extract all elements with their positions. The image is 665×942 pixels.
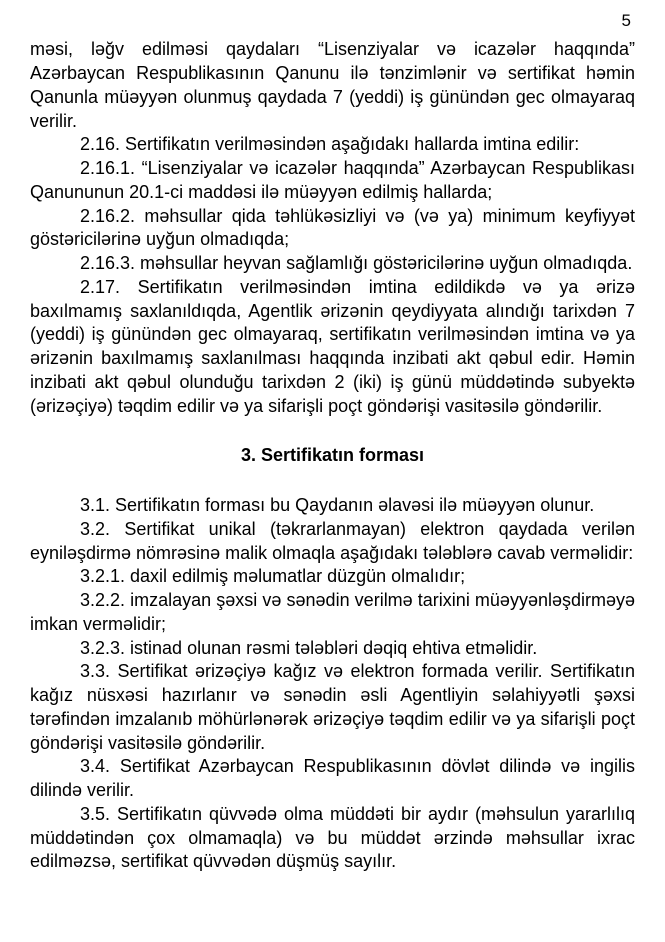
paragraph: 2.17. Sertifikatın verilməsindən imtina edildikdə və ya ərizə baxılmamış saxlanıldıqda, Agentlik ərizənin qeydiyyata alındığı tarixdən 7 (yeddi) iş günündən gec olmayaraq, sertifikatın verilməsindən imtina və ya ərizənin baxılmamış saxlanılması haqqında inzibati akt qəbul edir. Həmin inzibati akt qəbul olunduğu tarixdən 2 (iki) iş günü müddətində subyektə (ərizəçiyə) təqdim edilir və ya sifarişli poçt göndərişi vasitəsilə göndərilir. bbox=[30, 276, 635, 416]
paragraph: 3.1. Sertifikatın forması bu Qaydanın əlavəsi ilə müəyyən olunur. bbox=[80, 495, 595, 516]
paragraph: məsi, ləğv edilməsi qaydaları “Lisenziyalar və icazələr haqqında” Azərbaycan Respublikasının Qanunu ilə tənzimlənir və sertifikat həmin Qanunla müəyyən olunmuş qaydada 7 (yeddi) iş günündən gec olmayaraq verilir. bbox=[30, 39, 635, 131]
paragraph: 3.2.2. imzalayan şəxsi və sənədin verilmə tarixini müəyyənləşdirməyə imkan verməlidir; bbox=[30, 590, 635, 634]
paragraph: 2.16. Sertifikatın verilməsindən aşağıdakı hallarda imtina edilir: bbox=[80, 134, 580, 155]
paragraph: 3.2.3. istinad olunan rəsmi tələbləri dəqiq ehtiva etməlidir. bbox=[80, 637, 538, 658]
paragraph: 2.16.2. məhsullar qida təhlükəsizliyi və (və ya) minimum keyfiyyət göstəricilərinə uyğun olmadıqda; bbox=[30, 205, 635, 250]
section-before-heading bbox=[30, 38, 635, 418]
paragraph: 3.5. Sertifikatın qüvvədə olma müddəti bir aydır (məhsulun yararlılıq müddətindən çox olmamaqla) və bu müddət ərzində məhsullar ixrac edilməzsə, sertifikat qüvvədən düşmüş sayılır. bbox=[30, 803, 635, 872]
page-number: 5 bbox=[621, 11, 631, 30]
paragraph: 3.4. Sertifikat Azərbaycan Respublikasının dövlət dilində və ingilis dilində verilir. bbox=[30, 756, 635, 801]
section-after-heading bbox=[30, 494, 635, 874]
paragraph: 3.2. Sertifikat unikal (təkrarlanmayan) elektron qaydada verilən eyniləşdirmə nömrəsinə malik olmaqla aşağıdakı tələblərə cavab verməlidir: bbox=[30, 518, 635, 563]
paragraph: 3.3. Sertifikat ərizəçiyə kağız və elektron formada verilir. Sertifikatın kağız nüsxəsi hazırlanır və sənədin əsli Agentliyin səlahiyyətli şəxsi tərəfindən imzalanıb möhürlənərək ərizəçiyə təqdim edilir və ya sifarişli poçt göndərişi vasitəsilə göndərilir. bbox=[30, 661, 635, 753]
paragraph: 2.16.1. “Lisenziyalar və icazələr haqqında” Azərbaycan Respublikası Qanununun 20.1-ci maddəsi ilə müəyyən edilmiş hallarda; bbox=[30, 158, 635, 202]
paragraph: 2.16.3. məhsullar heyvan sağlamlığı göstəricilərinə uyğun olmadıqda. bbox=[80, 253, 633, 274]
paragraph: 3.2.1. daxil edilmiş məlumatlar düzgün olmalıdır; bbox=[80, 566, 466, 587]
section-heading: 3. Sertifikatın forması bbox=[240, 445, 425, 466]
document-body bbox=[30, 38, 635, 874]
